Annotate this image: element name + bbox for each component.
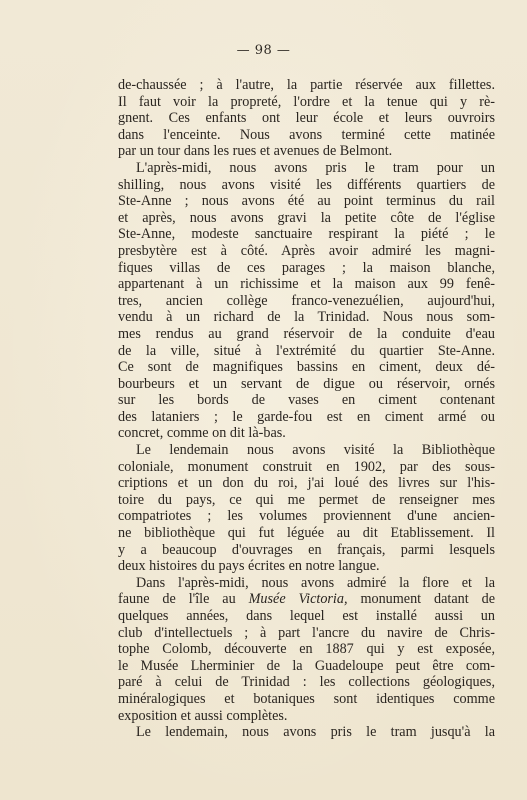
text-line: ne bibliothèque qui fut léguée au dit Etablissement. Il <box>118 525 495 542</box>
text-segment: monument datant de <box>347 591 495 608</box>
page-number: — 98 — <box>236 43 291 58</box>
text-line: minéralogiques et botaniques sont identiques comme <box>118 690 495 707</box>
text-line: Ste-Anne, modeste sanctuaire respirant la piété ; le <box>118 226 495 243</box>
text-line: presbytère est à côté. Après avoir admiré les magni- <box>118 242 495 259</box>
text-line: appartenant à un richissime et la maison aux 99 fenê- <box>118 276 495 293</box>
text-line: concret, comme on dit là-bas. <box>118 425 286 442</box>
text-line: coloniale, monument construit en 1902, par des sous- <box>118 458 495 475</box>
text-line: Le lendemain, nous avons pris le tram jusqu'à la <box>136 724 495 741</box>
text-line: le Musée Lherminier de la Guadeloupe peut être com- <box>118 657 495 674</box>
text-line: criptions et un don du roi, j'ai loué des livres sur l'his- <box>118 475 495 492</box>
text-line: club d'intellectuels ; à part l'ancre du navire de Chris- <box>118 624 495 641</box>
text-line: de-chaussée ; à l'autre, la partie réservée aux fillettes. <box>118 77 495 93</box>
text-line: par un tour dans les rues et avenues de Belmont. <box>118 143 393 160</box>
text-line: vendu à un richard de la Trinidad. Nous nous som- <box>118 309 495 326</box>
text-line: et après, nous avons gravi la petite côte de l'église <box>118 209 495 226</box>
text-segment: faune de l'île au <box>118 591 249 608</box>
text-line: de la ville, situé à l'extrémité du quartier Ste-Anne. <box>118 342 495 359</box>
text-line: gnent. Ces enfants ont leur école et leurs ouvroirs <box>118 110 495 127</box>
text-line: bourbeurs et un servant de digue ou réservoir, ornés <box>118 375 495 392</box>
text-line: L'après-midi, nous avons pris le tram pour un <box>136 159 495 176</box>
text-line: y a beaucoup d'ouvrages en français, parmi lesquels <box>118 541 495 558</box>
museum-name-italic: Musée Victoria, <box>248 591 348 608</box>
text-line: compatriotes ; les volumes proviennent d'une ancien- <box>118 508 495 525</box>
text-line: tres, ancien collège franco-venezuélien, aujourd'hui, <box>118 292 495 309</box>
text-line: des lataniers ; le garde-fou est en ciment armé ou <box>118 408 495 425</box>
text-line: fiques villas de ces parages ; la maison blanche, <box>118 259 495 276</box>
text-line: paré à celui de Trinidad : les collections géologiques, <box>118 674 495 691</box>
body-text <box>118 77 495 741</box>
text-line: shilling, nous avons visité les différents quartiers de <box>118 176 495 193</box>
text-line <box>118 591 495 608</box>
text-line: mes rendus au grand réservoir de la conduite d'eau <box>118 325 495 342</box>
text-line: exposition et aussi complètes. <box>118 707 288 724</box>
text-line: sur les bords de vases en ciment contenant <box>118 392 495 409</box>
text-line: tophe Colomb, découverte en 1887 qui y est exposée, <box>118 641 495 658</box>
text-line: dans l'enceinte. Nous avons terminé cette matinée <box>118 126 495 143</box>
text-line: Le lendemain nous avons visité la Bibliothèque <box>136 442 495 459</box>
text-line: Dans l'après-midi, nous avons admiré la flore et la <box>136 574 495 591</box>
text-line: deux histoires du pays écrites en notre langue. <box>118 558 380 575</box>
text-line: toire du pays, ce qui me permet de renseigner mes <box>118 491 495 508</box>
text-line: Ce sont de magnifiques bassins en ciment, deux dé- <box>118 359 495 376</box>
text-line: Ste-Anne ; nous avons été au point terminus du rail <box>118 193 495 210</box>
text-line: quelques années, dans lequel est installé aussi un <box>118 608 495 624</box>
text-line: Il faut voir la propreté, l'ordre et la tenue qui y rè- <box>118 93 495 110</box>
